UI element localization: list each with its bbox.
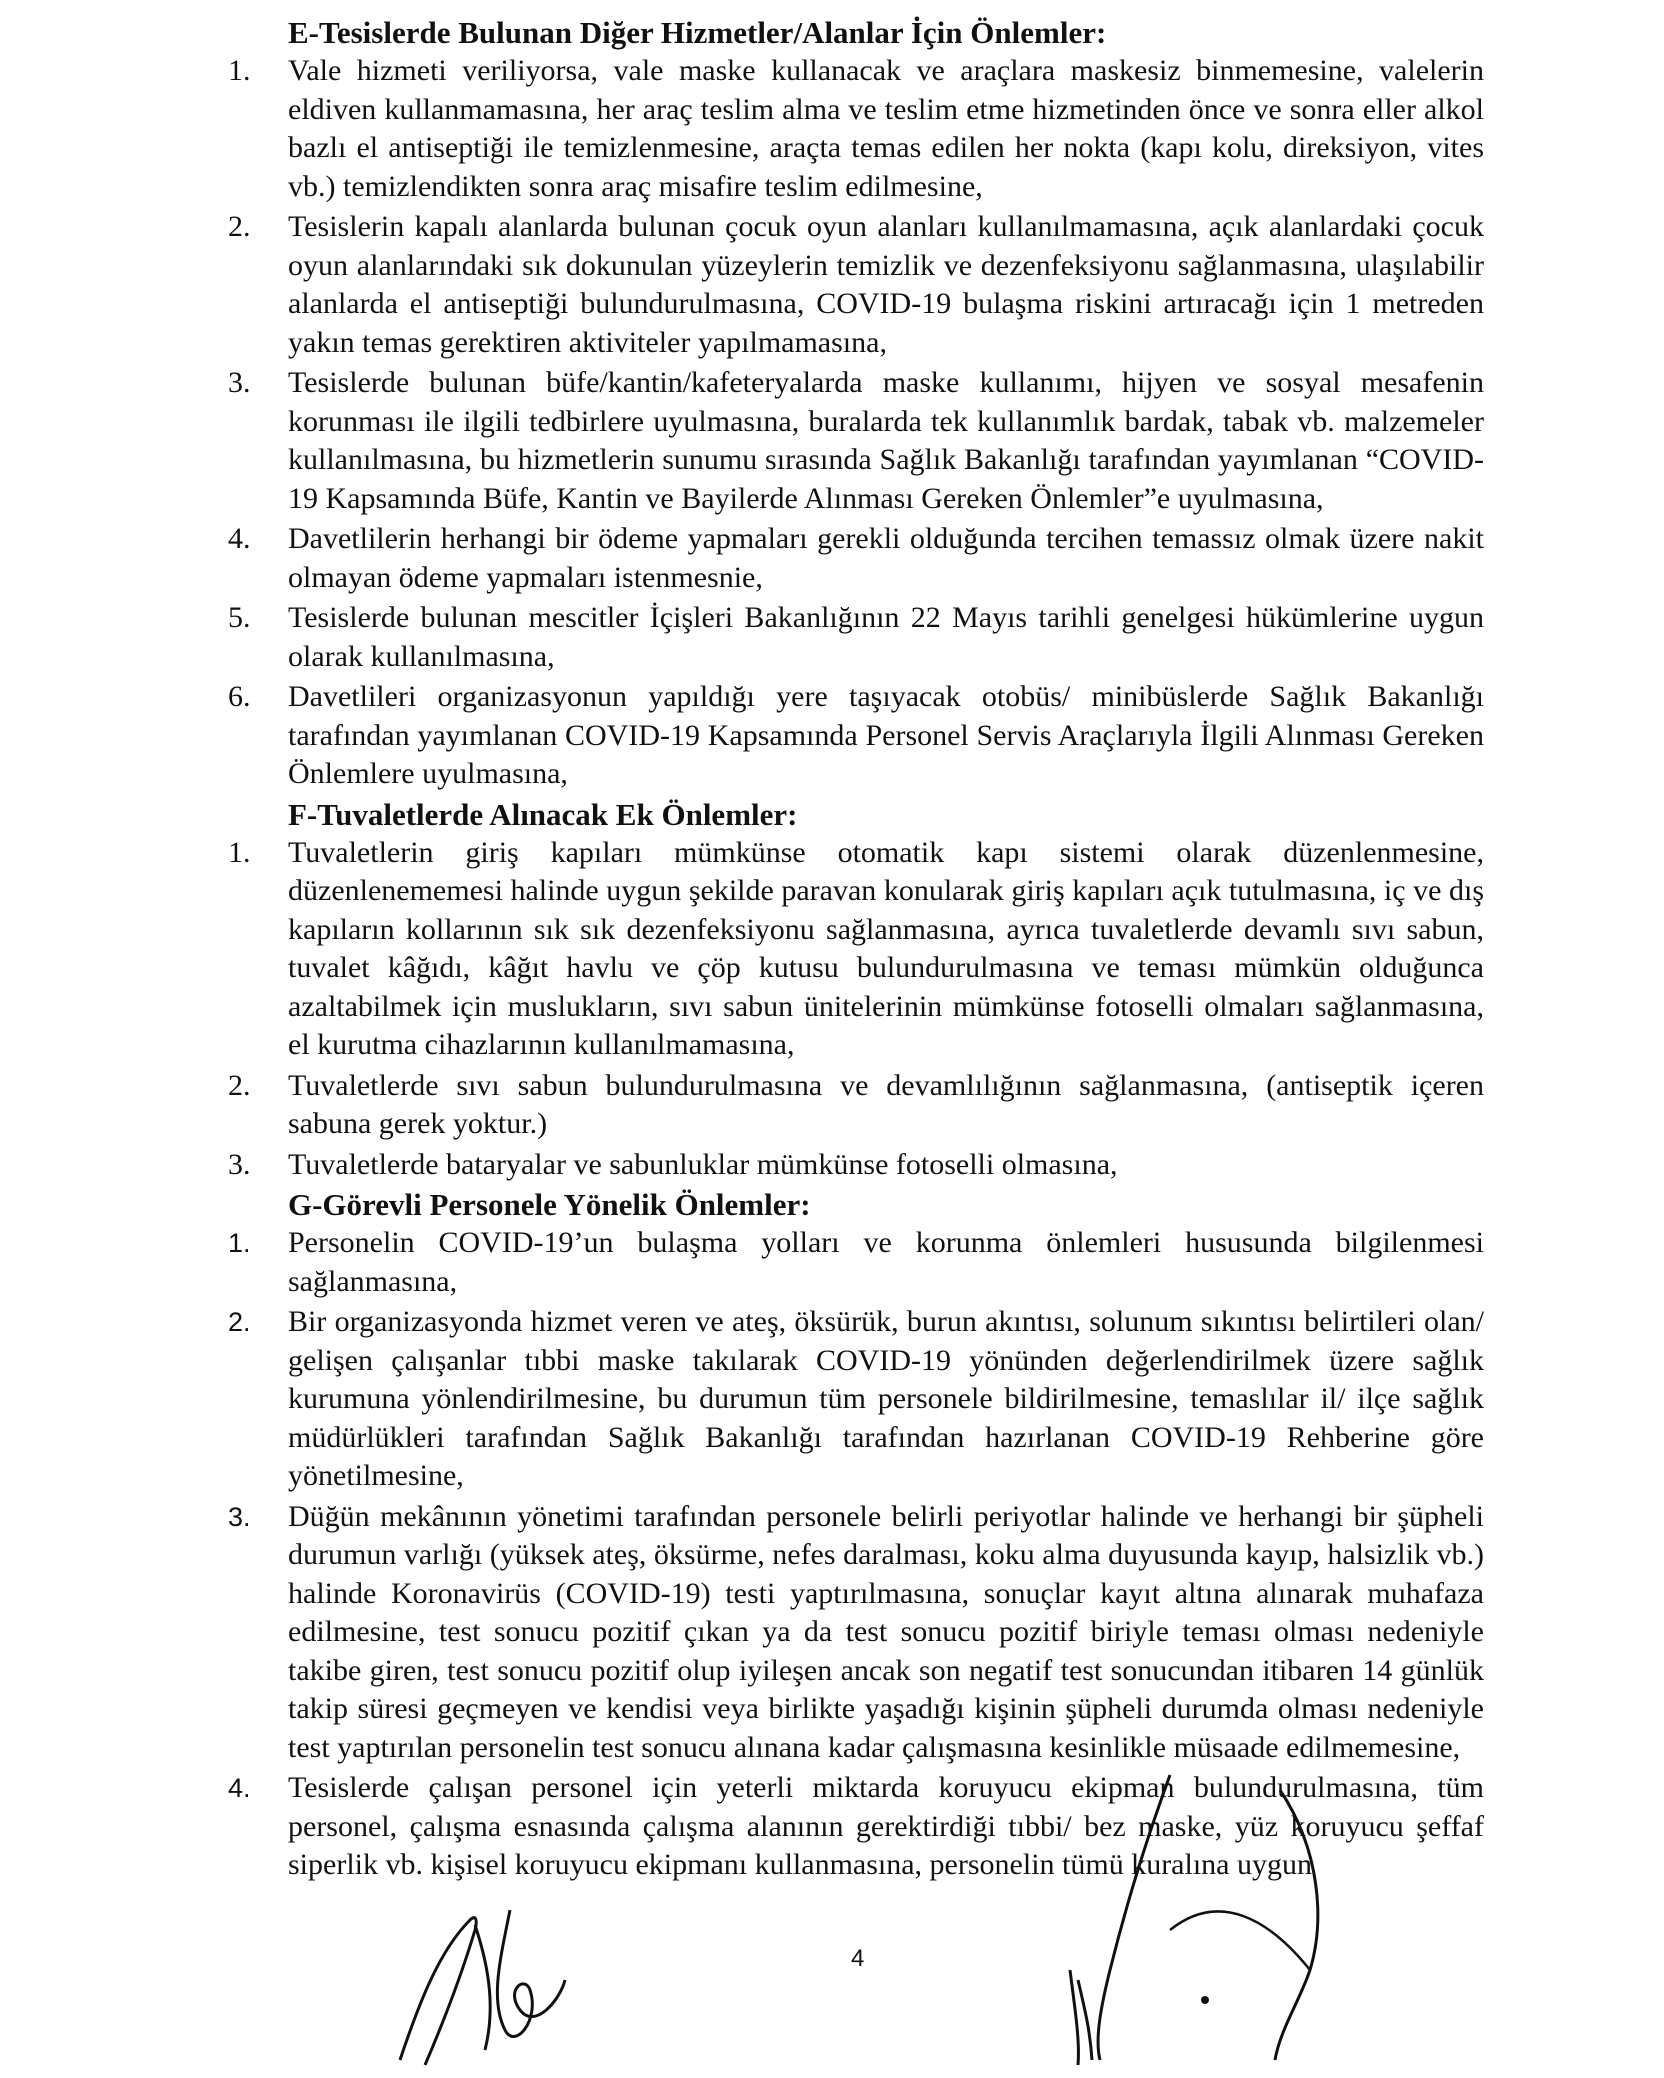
list-item [228,1498,1484,1768]
section-heading-g: G-Görevli Personele Yönelik Önlemler: [288,1187,811,1222]
item-number: 2. [228,1307,251,1337]
item-text: Tesislerde bulunan büfe/kantin/kafeteryalarda maske kullanımı, hijyen ve sosyal mesafenin korunması ile ilgili tedbirlere uyulmasına, buralarda tek kullanımlık bardak, tabak vb. malzemeler kullanılmasına, bu hizmetlerin sunumu sırasında Sağlık Bakanlığı tarafından yayımlanan “COVID-19 Kapsamında Büfe, Kantin ve Bayilerde Alınması Gereken Önlemler”e uyulmasına, [288,366,1484,515]
item-number: 2. [228,210,251,243]
item-number: 3. [228,366,251,399]
item-text: Davetlileri organizasyonun yapıldığı yere taşıyacak otobüs/ minibüslerde Sağlık Bakanlığı tarafından yayımlanan COVID-19 Kapsamında Personel Servis Araçlarıyla İlgili Alınması Gereken Önlemlere uyulmasına, [288,680,1484,790]
item-number: 1. [228,835,251,869]
section-f-list [228,834,1484,1185]
item-number: 2. [228,1068,251,1102]
item-text: Bir organizasyonda hizmet veren ve ateş, öksürük, burun akıntısı, solunum sıkıntısı belirtileri olan/ gelişen çalışanlar tıbbi maske takılarak COVID-19 yönünden değerlendirilmek üzere sağlık kurumuna yönlendirilmesine, bu durumun tüm personele bildirilmesine, temaslılar il/ ilçe sağlık müdürlükleri tarafından Sağlık Bakanlığı tarafından hazırlanan COVID-19 Rehberine göre yönetilmesine, [288,1305,1484,1492]
item-text: Personelin COVID-19’un bulaşma yolları ve korunma önlemleri hususunda bilgilenmesi sağlanmasına, [288,1226,1484,1298]
document-body [228,14,1484,1887]
item-text: Davetlilerin herhangi bir ödeme yapmaları gerekli olduğunda tercihen temassız olmak üzere nakit olmayan ödeme yapmaları istenmesnie, [288,522,1484,594]
item-number: 6. [228,680,251,713]
item-number: 3. [228,1501,251,1532]
item-text: Tesislerin kapalı alanlarda bulunan çocuk oyun alanları kullanılmamasına, açık alanlardaki çocuk oyun alanlarındaki sık dokunulan yüzeylerin temizlik ve dezenfeksiyonu sağlanmasına, ulaşılabilir alanlarda el antiseptiği bulundurulmasına, COVID-19 bulaşma riskini artıracağı için 1 metreden yakın temas gerektiren aktiviteler yapılmamasına, [288,210,1484,359]
item-text: Vale hizmeti veriliyorsa, vale maske kullanacak ve araçlara maskesiz binmemesine, valelerin eldiven kullanmamasına, her araç teslim alma ve teslim etme hizmetinden önce ve sonra eller alkol bazlı el antiseptiği ile temizlenmesine, araçta temas edilen her nokta (kapı kolu, direksiyon, vites vb.) temizlendikten sonra araç misafire teslim edilmesine, [288,54,1484,203]
section-e-list [228,52,1484,794]
section-heading-f: F-Tuvaletlerde Alınacak Ek Önlemler: [288,796,798,832]
signature-right [1020,1770,1340,2070]
item-number: 1. [228,54,251,87]
item-text: Tesislerde bulunan mescitler İçişleri Bakanlığının 22 Mayıs tarihli genelgesi hükümlerine uygun olarak kullanılmasına, [288,601,1484,673]
item-text: Tuvaletlerin giriş kapıları mümkünse otomatik kapı sistemi olarak düzenlenmesine, düzenlenememesi halinde uygun şekilde paravan konularak giriş kapıları açık tutulmasına, iç ve dış kapıların kollarının sık sık dezenfeksiyonu sağlanmasına, ayrıca tuvaletlerde devamlı sıvı sabun, tuvalet kâğıdı, kâğıt havlu ve çöp kutusu bulundurulmasına ve teması mümkün olduğunca azaltabilmek için muslukların, sıvı sabun ünitelerinin mümkünse fotoselli olmaları sağlanmasına, el kurutma cihazlarının kullanılmamasına, [288,835,1484,1061]
item-number: 4. [228,522,251,555]
list-item [228,678,1484,794]
signature-left [380,1880,580,2070]
list-item [228,364,1484,518]
list-item [228,1224,1484,1301]
section-heading-e: E-Tesislerde Bulunan Diğer Hizmetler/Alanlar İçin Önlemler: [288,15,1107,50]
item-text: Tuvaletlerde bataryalar ve sabunluklar mümkünse fotoselli olmasına, [288,1147,1118,1181]
list-item [228,1303,1484,1496]
page-number: 4 [851,1945,865,1972]
item-text: Tesislerde çalışan personel için yeterli miktarda koruyucu ekipman bulundurulmasına, tüm personel, çalışma esnasında çalışma alanının gerektirdiği tıbbi/ bez maske, yüz koruyucu şeffaf siperlik vb. kişisel koruyucu ekipmanı kullanmasına, personelin tümü kuralına uygun [288,1771,1484,1881]
item-number: 1. [228,1228,251,1258]
list-item [228,834,1484,1065]
item-text: Düğün mekânının yönetimi tarafından personele belirli periyotlar halinde ve herhangi bir şüpheli durumun varlığı (yüksek ateş, öksürme, nefes daralması, koku alma duyusunda kayıp, halsizlik vb.) halinde Koronavirüs (COVID-19) testi yaptırılmasına, sonuçlar kayıt altına alınarak muhafaza edilmesine, test sonucu pozitif çıkan ya da test sonucu pozitif biriyle teması olması nedeniyle takibe giren, test sonucu pozitif olup iyileşen ancak son negatif test sonucundan itibaren 14 günlük takip süresi geçmeyen ve kendisi veya birlikte yaşadığı kişinin şüpheli durumda olması nedeniyle test yaptırılan personelin test sonucu alınana kadar çalışmasına kesinlikle müsaade edilmemesine, [288,1499,1484,1764]
item-number: 5. [228,601,251,634]
item-text: Tuvaletlerde sıvı sabun bulundurulmasına ve devamlılığının sağlanmasına, (antiseptik içeren sabuna gerek yoktur.) [288,1068,1484,1140]
item-number: 3. [228,1147,251,1181]
list-item [228,599,1484,676]
list-item [228,52,1484,206]
list-item [228,208,1484,362]
item-number: 4. [228,1773,251,1803]
list-item [228,1146,1484,1185]
list-item [228,520,1484,597]
list-item [228,1067,1484,1144]
